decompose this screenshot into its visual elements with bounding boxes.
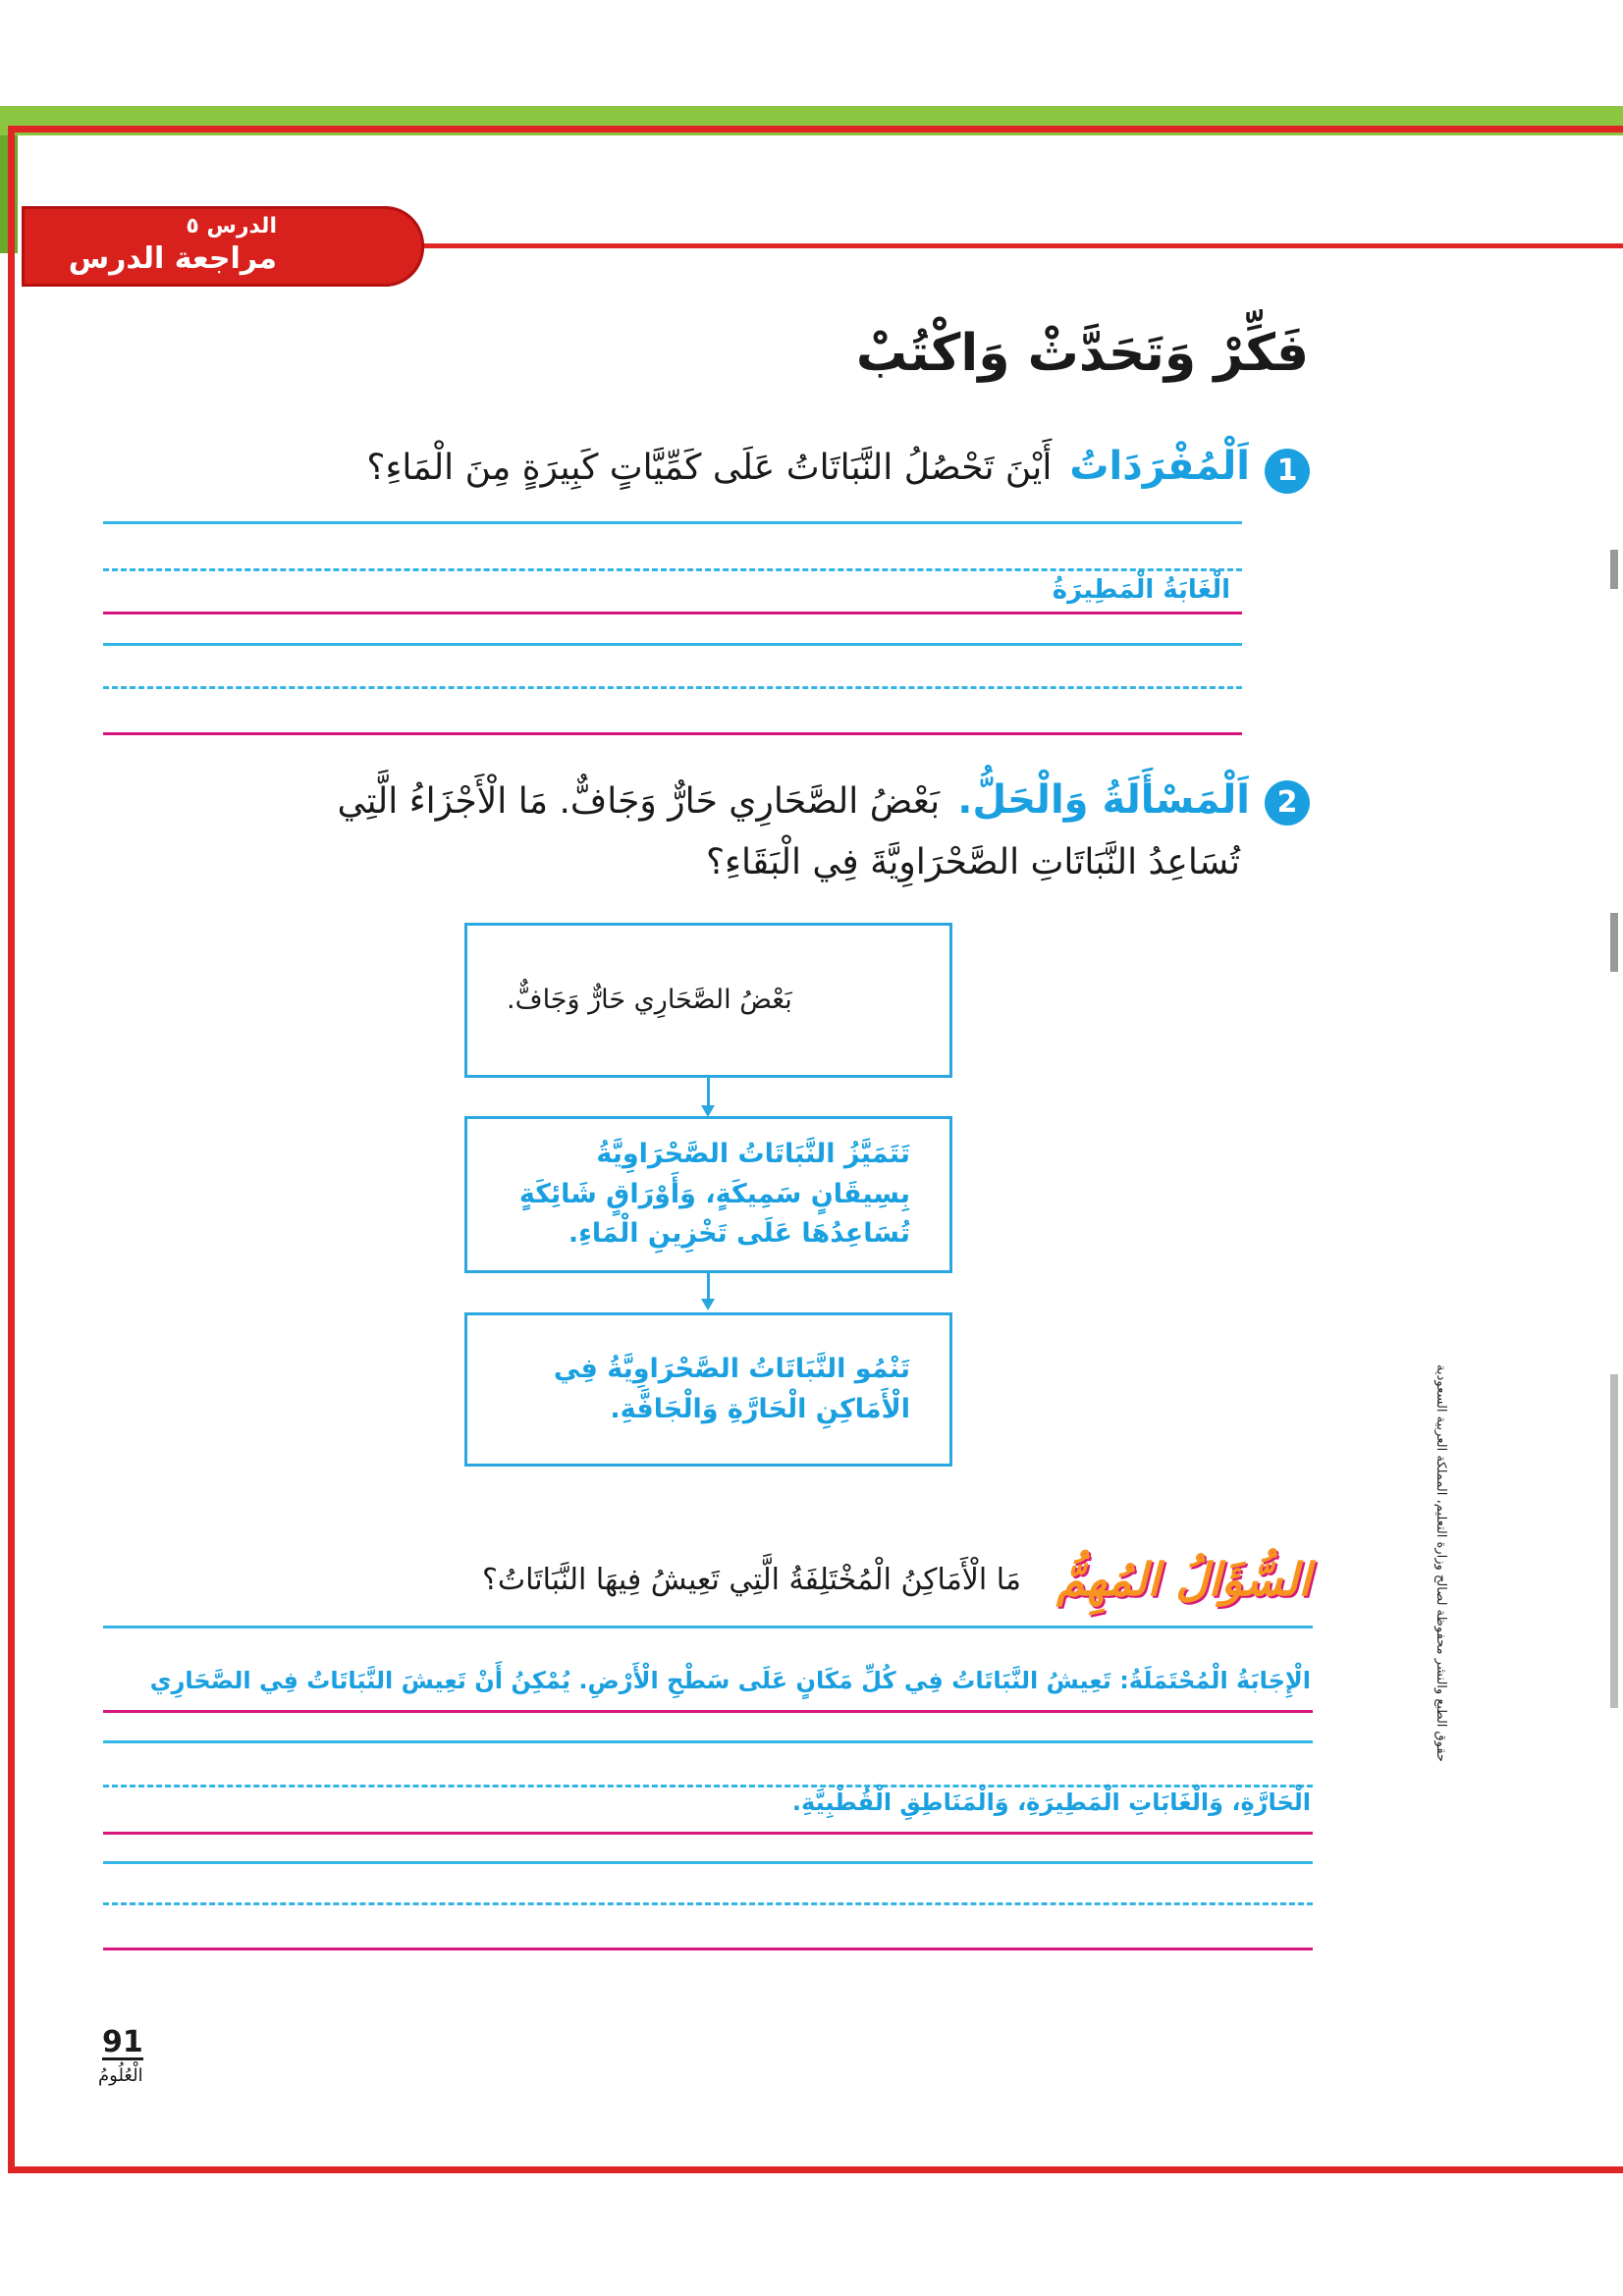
- writing-line: [103, 1861, 1313, 1864]
- question-2: [337, 777, 1250, 823]
- lesson-header-rule: [412, 243, 1623, 248]
- writing-line-dashed: [103, 1902, 1313, 1905]
- writing-baseline: [103, 612, 1242, 614]
- question-1-text: أَيْنَ تَحْصُلُ النَّبَاتَاتُ عَلَى كَمِّيَّاتٍ كَبِيرَةٍ مِنَ الْمَاءِ؟: [366, 448, 1053, 488]
- writing-line: [103, 521, 1242, 524]
- lesson-review-label: مراجعة الدرس: [68, 241, 277, 276]
- question-1-heading: اَلْمُفْرَدَاتُ: [1069, 444, 1250, 489]
- copyright-side-text: [1419, 1364, 1458, 1836]
- writing-line: [103, 1740, 1313, 1743]
- flowchart-arrow-down-icon: [701, 1299, 715, 1310]
- essential-question: [482, 1553, 1311, 1606]
- flowchart-box-1: [464, 923, 952, 1078]
- writing-line-dashed: [103, 568, 1242, 571]
- writing-baseline: [103, 1832, 1313, 1835]
- edge-mark: [1610, 913, 1618, 972]
- essential-answer-line2: الْحَارَّةِ، وَالْغَابَاتِ الْمَطِيرَةِ، وَالْمَنَاطِقِ الْقُطْبِيَّةِ.: [791, 1789, 1311, 1816]
- lesson-number: الدرس ٥: [186, 214, 277, 239]
- subject-label: الْعُلُومُ: [98, 2065, 143, 2086]
- question-1-number-badge: 1: [1265, 449, 1310, 494]
- writing-line-dashed: [103, 686, 1242, 689]
- copyright-text: حقوق الطبع والنشر محفوظة لصالح وزارة التعليم، المملكة العربية السعودية: [1434, 1364, 1448, 1762]
- question-2-heading: اَلْمَسْأَلَةُ وَالْحَلُّ.: [957, 777, 1250, 823]
- flowchart-box-1-text: بَعْضُ الصَّحَارِي حَارٌّ وَجَافٌّ.: [507, 984, 792, 1015]
- flowchart-box-3-text: تَنْمُو النَّبَاتَاتُ الصَّحْرَاوِيَّةُ فِي الْأَمَاكِنِ الْحَارَّةِ وَالْجَافَّةِ.: [553, 1354, 910, 1424]
- question-1-answer: الْغَابَةُ الْمَطِيرَةُ: [1052, 575, 1230, 605]
- question-2-text-line1: بَعْضُ الصَّحَارِي حَارٌّ وَجَافٌّ. مَا الْأَجْزَاءُ الَّتِي: [337, 781, 941, 822]
- edge-mark: [1610, 550, 1618, 589]
- essential-question-text: مَا الْأَمَاكِنُ الْمُخْتَلِفَةُ الَّتِي تَعِيشُ فِيهَا النَّبَاتَاتُ؟: [481, 1562, 1021, 1597]
- essential-answer-line1: الْإِجَابَةُ الْمُحْتَمَلَةُ: تَعِيشُ النَّبَاتَاتُ فِي كُلِّ مَكَانٍ عَلَى سَطْحِ الْأَرْضِ. يُمْكِنُ أَنْ تَعِيشَ النَّبَاتَاتُ فِي الصَّحَارِي: [149, 1667, 1311, 1694]
- lesson-review-tab: [22, 206, 424, 287]
- flowchart-box-3: [464, 1312, 952, 1467]
- writing-line: [103, 1626, 1313, 1629]
- edge-mark: [1610, 1374, 1618, 1708]
- question-2-text-line2: تُسَاعِدُ النَّبَاتَاتِ الصَّحْرَاوِيَّةَ فِي الْبَقَاءِ؟: [705, 842, 1240, 882]
- writing-baseline: [103, 1948, 1313, 1950]
- question-2-number-badge: 2: [1265, 780, 1310, 826]
- writing-line-dashed: [103, 1785, 1313, 1788]
- flowchart-box-2-text: تَتَمَيَّزُ النَّبَاتَاتُ الصَّحْرَاوِيَّةُ بِسِيقَانٍ سَمِيكَةٍ، وَأَوْرَاقٍ شَائِكَةٍ تُسَاعِدُهَا عَلَى تَخْزِينِ الْمَاءِ.: [518, 1139, 910, 1250]
- writing-baseline: [103, 1710, 1313, 1713]
- writing-line: [103, 643, 1242, 646]
- essential-question-label: السُّؤَالُ المُهِمُّ: [1055, 1553, 1311, 1606]
- page-number: 91: [102, 2025, 143, 2059]
- writing-baseline: [103, 732, 1242, 735]
- question-1: [366, 444, 1250, 489]
- flowchart-box-2: [464, 1116, 952, 1273]
- page-title: فَكِّرْ وَتَحَدَّثْ وَاكْتُبْ: [855, 324, 1309, 383]
